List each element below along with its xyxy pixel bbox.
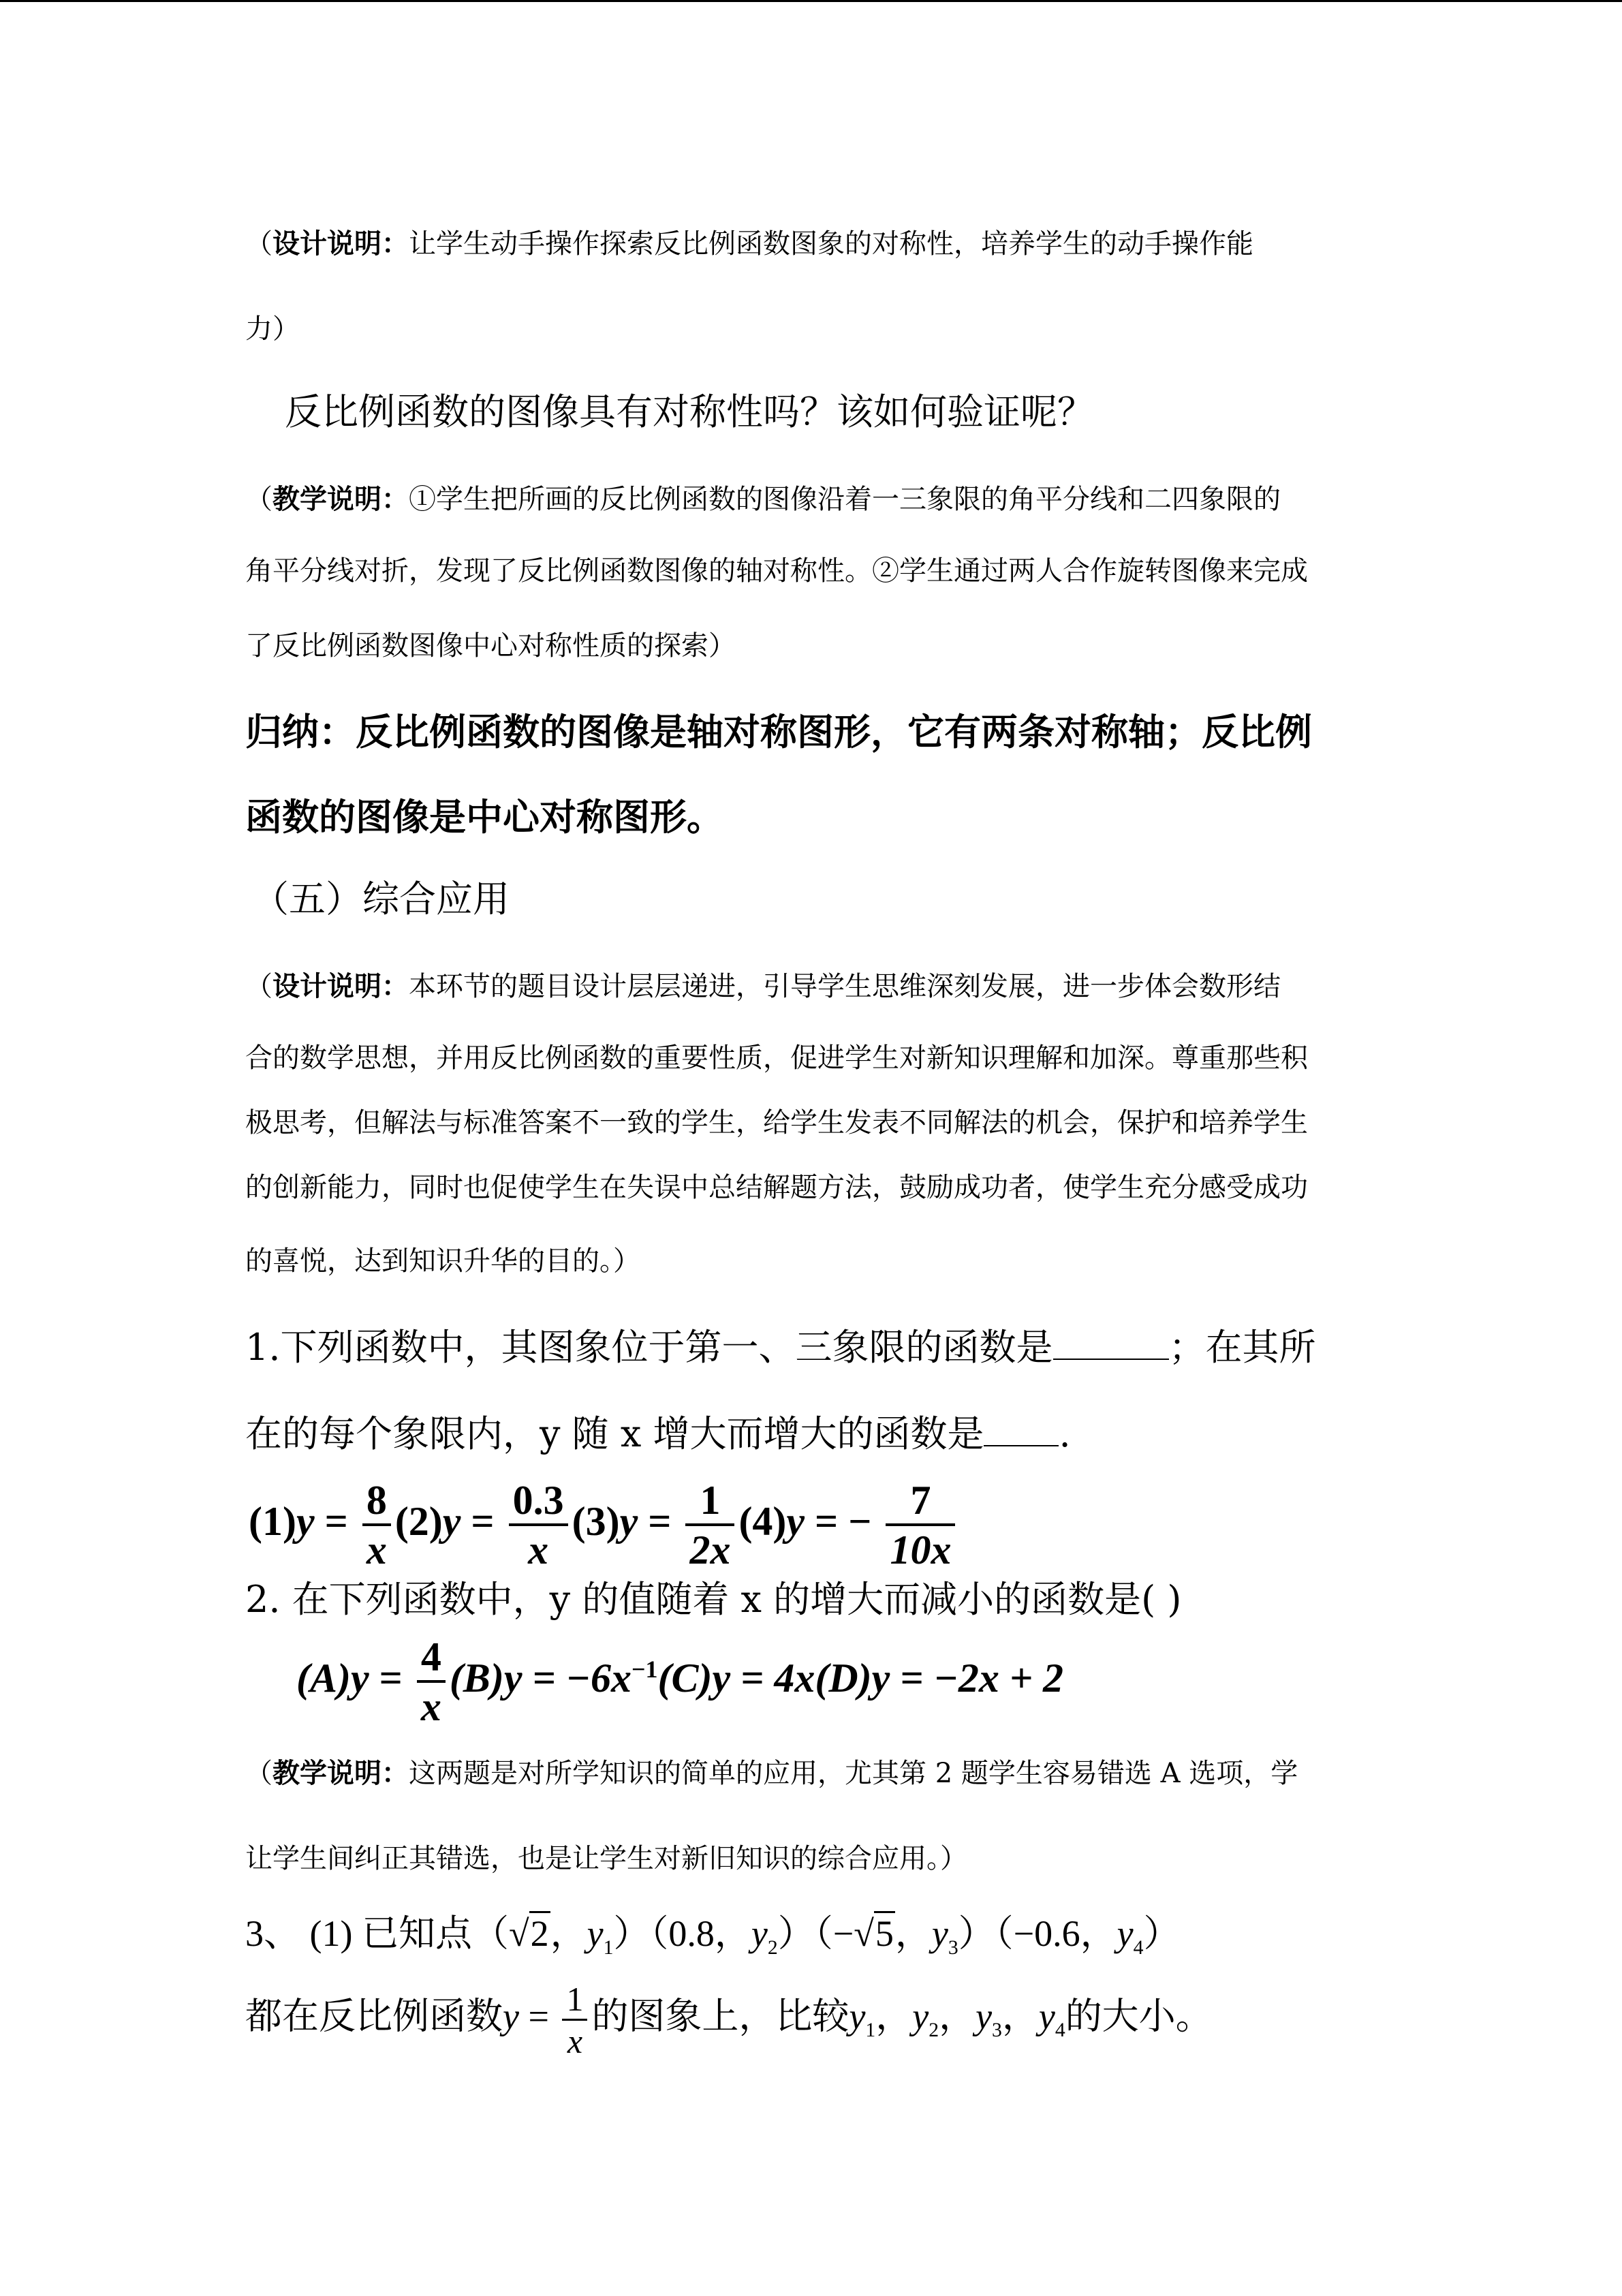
question-2: 2. 在下列函数中，y 的值随着 x 的增大而减小的函数是( ) (245, 1578, 1182, 1621)
summary-line-1: 归纳：反比例函数的图像是轴对称图形，它有两条对称轴；反比例 (245, 711, 1312, 754)
fraction: $\frac{7}{10x}$ (886, 1479, 955, 1572)
symmetry-question: 反比例函数的图像具有对称性吗？该如何验证呢？ (285, 390, 1094, 433)
fraction: $\frac{0.3}{x}$ (509, 1479, 568, 1572)
fraction: $\frac{4}{x}$ (417, 1636, 446, 1728)
answer-blank-2 (984, 1445, 1059, 1446)
design-note-2-line-5: 的喜悦，达到知识升华的目的。） (245, 1245, 640, 1277)
teach-note-label: 教学说明： (272, 1758, 409, 1789)
design-note-1-line-1: （设计说明：让学生动手操作探索反比例函数图象的对称性，培养学生的动手操作能 (245, 228, 1253, 260)
section-title: （五）综合应用 (252, 878, 510, 920)
design-note-label: 设计说明： (272, 971, 409, 1002)
document-page (0, 2, 1622, 2296)
design-note-2-line-3: 极思考，但解法与标准答案不一致的学生，给学生发表不同解法的机会，保护和培养学生 (245, 1107, 1308, 1138)
question-2-formula: (A)y = $\frac{4}{x}$ $(B)y = -6x^{-1}(C)y = 4x(D)y = -2x + 2$ (296, 1634, 1064, 1729)
summary-line-2: 函数的图像是中心对称图形。 (245, 796, 723, 839)
teach-note-label: 教学说明： (272, 484, 409, 515)
question-1-line-2: 在的每个象限内，y 随 x 增大而增大的函数是 . (245, 1412, 1071, 1455)
question-3-line-2: 都在反比例函数y = $\frac{1}{x}$ 的图象上，比较$y_1$，$y_2$，$y_3$，$y_4$的大小。 (245, 1980, 1213, 2060)
design-note-1-line-2: 力） (245, 313, 300, 345)
design-note-2-line-4: 的创新能力，同时也促使学生在失误中总结解题方法，鼓励成功者，使学生充分感受成功 (245, 1172, 1308, 1203)
design-note-2-line-2: 合的数学思想，并用反比例函数的重要性质，促进学生对新知识理解和加深。尊重那些积 (245, 1042, 1308, 1074)
teach-note-1-line-1: （教学说明：①学生把所画的反比例函数的图像沿着一三象限的角平分线和二四象限的 (245, 484, 1281, 515)
teach-note-1-line-2: 角平分线对折，发现了反比例函数图像的轴对称性。②学生通过两人合作旋转图像来完成 (245, 555, 1308, 587)
design-note-label: 设计说明： (272, 228, 409, 260)
teach-note-2-line-2: 让学生间纠正其错选，也是让学生对新旧知识的综合应用。） (245, 1843, 967, 1874)
question-1-line-1: 1.下列函数中，其图象位于第一、三象限的函数是 ；在其所 (245, 1326, 1316, 1369)
fraction: $\frac{1}{2x}$ (685, 1479, 734, 1572)
answer-blank-1 (1053, 1359, 1169, 1360)
fraction: $\frac{8}{x}$ (362, 1479, 391, 1572)
question-1-formula: (1)y = $\frac{8}{x}$ (2)y = $\frac{0.3}{x}$ (3)y = $\frac{1}{2x}$ (4)y = − $\frac{7}{10x}$ (249, 1479, 959, 1572)
teach-note-1-line-3: 了反比例函数图像中心对称性质的探索） (245, 630, 736, 662)
fraction: $\frac{1}{x}$ (562, 1981, 587, 2059)
design-note-2-line-1: （设计说明：本环节的题目设计层层递进，引导学生思维深刻发展，进一步体会数形结 (245, 971, 1281, 1002)
question-3-line-1: 3、 (1) 已知点（√2，$y_1)(0.8$，$y_2)(-√5$，$y_3)(-0.6$，$y_4$） (245, 1915, 1180, 1959)
teach-note-2-line-1: （教学说明：这两题是对所学知识的简单的应用，尤其第 2 题学生容易错选 A 选项，学 (245, 1758, 1298, 1789)
